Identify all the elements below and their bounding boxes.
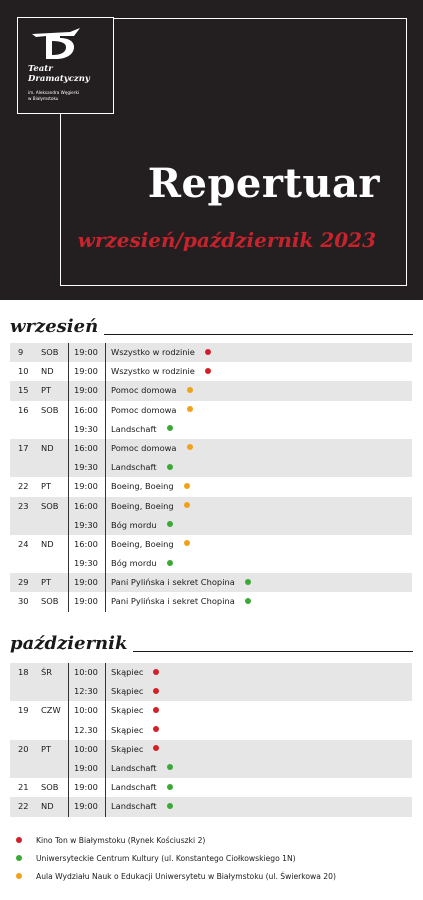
legend-item (16, 868, 416, 886)
day-cell: 18 (18, 667, 29, 677)
column-divider (105, 516, 106, 535)
venue-dot-icon (167, 784, 173, 790)
column-divider (68, 381, 69, 400)
column-divider (105, 401, 106, 420)
column-divider (105, 420, 106, 439)
time-cell: 10:00 (74, 667, 98, 677)
legend-item (16, 850, 416, 868)
column-divider (68, 682, 69, 701)
table-row (10, 721, 412, 740)
table-row (10, 778, 412, 797)
column-divider (68, 343, 69, 362)
weekday-cell: SOB (41, 596, 59, 607)
october-schedule (10, 663, 412, 817)
title-cell (111, 759, 173, 778)
month-label: październik (10, 633, 133, 654)
show-title: Pomoc domowa (111, 442, 177, 453)
title-cell (111, 663, 159, 682)
show-title: Landschaft (111, 423, 157, 434)
column-divider (68, 740, 69, 759)
venue-dot-icon (167, 464, 173, 470)
time-cell: 19:30 (74, 462, 98, 473)
column-divider (105, 458, 106, 477)
table-row (10, 516, 412, 535)
time-cell: 12:30 (74, 686, 98, 697)
column-divider (105, 701, 106, 720)
column-divider (68, 573, 69, 592)
show-title: Skąpiec (111, 667, 144, 677)
venue-dot-icon (167, 521, 173, 527)
table-row (10, 759, 412, 778)
show-title: Skąpiec (111, 724, 144, 735)
table-row (10, 701, 412, 720)
page-subtitle: wrzesień/październik 2023 (77, 228, 376, 252)
venue-legend (16, 832, 416, 886)
venue-dot-icon (153, 688, 159, 694)
column-divider (105, 439, 106, 458)
day-cell: 21 (18, 782, 29, 793)
show-title: Skąpiec (111, 686, 144, 697)
venue-dot-icon (184, 502, 190, 508)
show-title: Landschaft (111, 462, 157, 473)
time-cell: 19:30 (74, 519, 98, 530)
time-cell: 16:00 (74, 442, 98, 453)
venue-dot-icon (205, 349, 211, 355)
legend-item (16, 832, 416, 850)
show-title: Pani Pylińska i sekret Chopina (111, 596, 235, 607)
title-cell (111, 797, 173, 816)
legend-text: Uniwersyteckie Centrum Kultury (ul. Konstantego Ciołkowskiego 1N) (36, 854, 296, 863)
weekday-cell: PT (41, 577, 52, 588)
theatre-logo (17, 17, 114, 114)
day-cell: 20 (18, 743, 29, 754)
logo-subtitle: im. Aleksandra Węgierki w Białymstoku (28, 90, 80, 101)
weekday-cell: PT (41, 385, 52, 396)
venue-dot-icon (167, 560, 173, 566)
month-label: wrzesień (10, 316, 104, 337)
show-title: Landschaft (111, 762, 157, 773)
table-row (10, 362, 412, 381)
show-title: Pomoc domowa (111, 404, 177, 415)
time-cell: 19:30 (74, 423, 98, 434)
show-title: Boeing, Boeing (111, 538, 174, 549)
show-title: Boeing, Boeing (111, 481, 174, 492)
column-divider (105, 381, 106, 400)
venue-dot-icon (245, 598, 251, 604)
logo-name: Teatr Dramatyczny (28, 64, 90, 84)
time-cell: 19:00 (74, 782, 98, 793)
legend-text: Aula Wydziału Nauk o Edukacji Uniwersytetu w Białymstoku (ul. Świerkowa 20) (36, 872, 336, 881)
show-title: Wszystko w rodzinie (111, 366, 195, 377)
weekday-cell: ND (41, 442, 54, 453)
day-cell: 22 (18, 481, 29, 492)
weekday-cell: SOB (41, 347, 59, 357)
venue-dot-icon (245, 579, 251, 585)
show-title: Skąpiec (111, 743, 144, 754)
table-row (10, 343, 412, 362)
weekday-cell: PT (41, 481, 52, 492)
column-divider (68, 592, 69, 611)
table-row (10, 401, 412, 420)
day-cell: 22 (18, 801, 29, 812)
weekday-cell: CZW (41, 705, 61, 716)
venue-dot-icon (153, 707, 159, 713)
time-cell: 19:00 (74, 347, 98, 357)
venue-dot-icon (167, 764, 173, 770)
column-divider (68, 759, 69, 778)
title-cell (111, 701, 159, 720)
venue-dot-icon (153, 669, 159, 675)
day-cell: 16 (18, 404, 29, 415)
time-cell: 10:00 (74, 705, 98, 716)
weekday-cell: ND (41, 801, 54, 812)
table-row (10, 458, 412, 477)
time-cell: 19:00 (74, 596, 98, 607)
show-title: Bóg mordu (111, 558, 157, 569)
month-heading-october (10, 630, 413, 656)
title-cell (111, 420, 173, 439)
table-row (10, 740, 412, 759)
title-cell (111, 535, 190, 554)
venue-dot-icon (205, 368, 211, 374)
title-cell (111, 592, 251, 611)
column-divider (68, 701, 69, 720)
table-row (10, 535, 412, 554)
table-row (10, 573, 412, 592)
weekday-cell: SOB (41, 500, 59, 511)
column-divider (68, 401, 69, 420)
title-cell (111, 439, 193, 458)
venue-dot-icon (16, 837, 22, 843)
venue-dot-icon (153, 726, 159, 732)
day-cell: 15 (18, 385, 29, 396)
show-title: Landschaft (111, 801, 157, 812)
table-row (10, 477, 412, 496)
time-cell: 16:00 (74, 538, 98, 549)
table-row (10, 381, 412, 400)
time-cell: 19:00 (74, 801, 98, 812)
weekday-cell: SOB (41, 782, 59, 793)
title-cell (111, 458, 173, 477)
day-cell: 24 (18, 538, 29, 549)
show-title: Boeing, Boeing (111, 500, 174, 511)
column-divider (105, 759, 106, 778)
column-divider (105, 797, 106, 816)
column-divider (68, 420, 69, 439)
time-cell: 10:00 (74, 743, 98, 754)
time-cell: 19:00 (74, 762, 98, 773)
column-divider (105, 497, 106, 516)
weekday-cell: SOB (41, 404, 59, 415)
show-title: Bóg mordu (111, 519, 157, 530)
show-title: Wszystko w rodzinie (111, 347, 195, 357)
venue-dot-icon (184, 483, 190, 489)
header-banner (0, 0, 423, 300)
table-row (10, 497, 412, 516)
table-row (10, 682, 412, 701)
show-title: Landschaft (111, 782, 157, 793)
title-cell (111, 401, 193, 420)
column-divider (68, 362, 69, 381)
column-divider (105, 477, 106, 496)
day-cell: 23 (18, 500, 29, 511)
weekday-cell: ŚR (41, 667, 53, 677)
column-divider (105, 592, 106, 611)
day-cell: 30 (18, 596, 29, 607)
venue-dot-icon (187, 387, 193, 393)
theatre-logo-icon (30, 28, 82, 62)
venue-dot-icon (153, 745, 159, 751)
venue-dot-icon (187, 444, 193, 450)
venue-dot-icon (184, 540, 190, 546)
column-divider (105, 362, 106, 381)
title-cell (111, 477, 190, 496)
column-divider (68, 797, 69, 816)
column-divider (105, 535, 106, 554)
column-divider (105, 740, 106, 759)
weekday-cell: ND (41, 538, 54, 549)
title-cell (111, 721, 159, 740)
table-row (10, 439, 412, 458)
weekday-cell: PT (41, 743, 52, 754)
time-cell: 12.30 (74, 724, 98, 735)
title-cell (111, 343, 211, 362)
time-cell: 16:00 (74, 404, 98, 415)
table-row (10, 554, 412, 573)
time-cell: 19:00 (74, 385, 98, 396)
title-cell (111, 381, 193, 400)
title-cell (111, 497, 190, 516)
time-cell: 19:00 (74, 481, 98, 492)
column-divider (68, 554, 69, 573)
column-divider (68, 439, 69, 458)
day-cell: 19 (18, 705, 29, 716)
show-title: Pomoc domowa (111, 385, 177, 396)
column-divider (105, 573, 106, 592)
column-divider (105, 721, 106, 740)
time-cell: 19:00 (74, 577, 98, 588)
venue-dot-icon (16, 855, 22, 861)
table-row (10, 592, 412, 611)
weekday-cell: ND (41, 366, 54, 377)
venue-dot-icon (167, 425, 173, 431)
venue-dot-icon (16, 873, 22, 879)
title-cell (111, 554, 173, 573)
column-divider (105, 682, 106, 701)
column-divider (68, 458, 69, 477)
column-divider (105, 554, 106, 573)
column-divider (105, 663, 106, 682)
september-schedule (10, 343, 412, 612)
title-cell (111, 573, 251, 592)
column-divider (68, 778, 69, 797)
time-cell: 19:00 (74, 366, 98, 377)
legend-text: Kino Ton w Białymstoku (Rynek Kościuszki 2) (36, 836, 206, 845)
time-cell: 19:30 (74, 558, 98, 569)
table-row (10, 797, 412, 816)
column-divider (105, 343, 106, 362)
month-heading-september (10, 313, 413, 339)
venue-dot-icon (167, 803, 173, 809)
column-divider (68, 535, 69, 554)
title-cell (111, 682, 159, 701)
column-divider (68, 516, 69, 535)
page-title: Repertuar (147, 160, 380, 207)
table-row (10, 420, 412, 439)
day-cell: 9 (18, 347, 24, 357)
column-divider (68, 497, 69, 516)
column-divider (68, 721, 69, 740)
column-divider (68, 477, 69, 496)
time-cell: 16:00 (74, 500, 98, 511)
show-title: Pani Pylińska i sekret Chopina (111, 577, 235, 588)
table-row (10, 663, 412, 682)
day-cell: 10 (18, 366, 29, 377)
title-cell (111, 362, 211, 381)
column-divider (105, 778, 106, 797)
day-cell: 17 (18, 442, 29, 453)
show-title: Skąpiec (111, 705, 144, 716)
day-cell: 29 (18, 577, 29, 588)
title-cell (111, 516, 173, 535)
venue-dot-icon (187, 406, 193, 412)
column-divider (68, 663, 69, 682)
title-cell (111, 778, 173, 797)
title-cell (111, 740, 159, 759)
